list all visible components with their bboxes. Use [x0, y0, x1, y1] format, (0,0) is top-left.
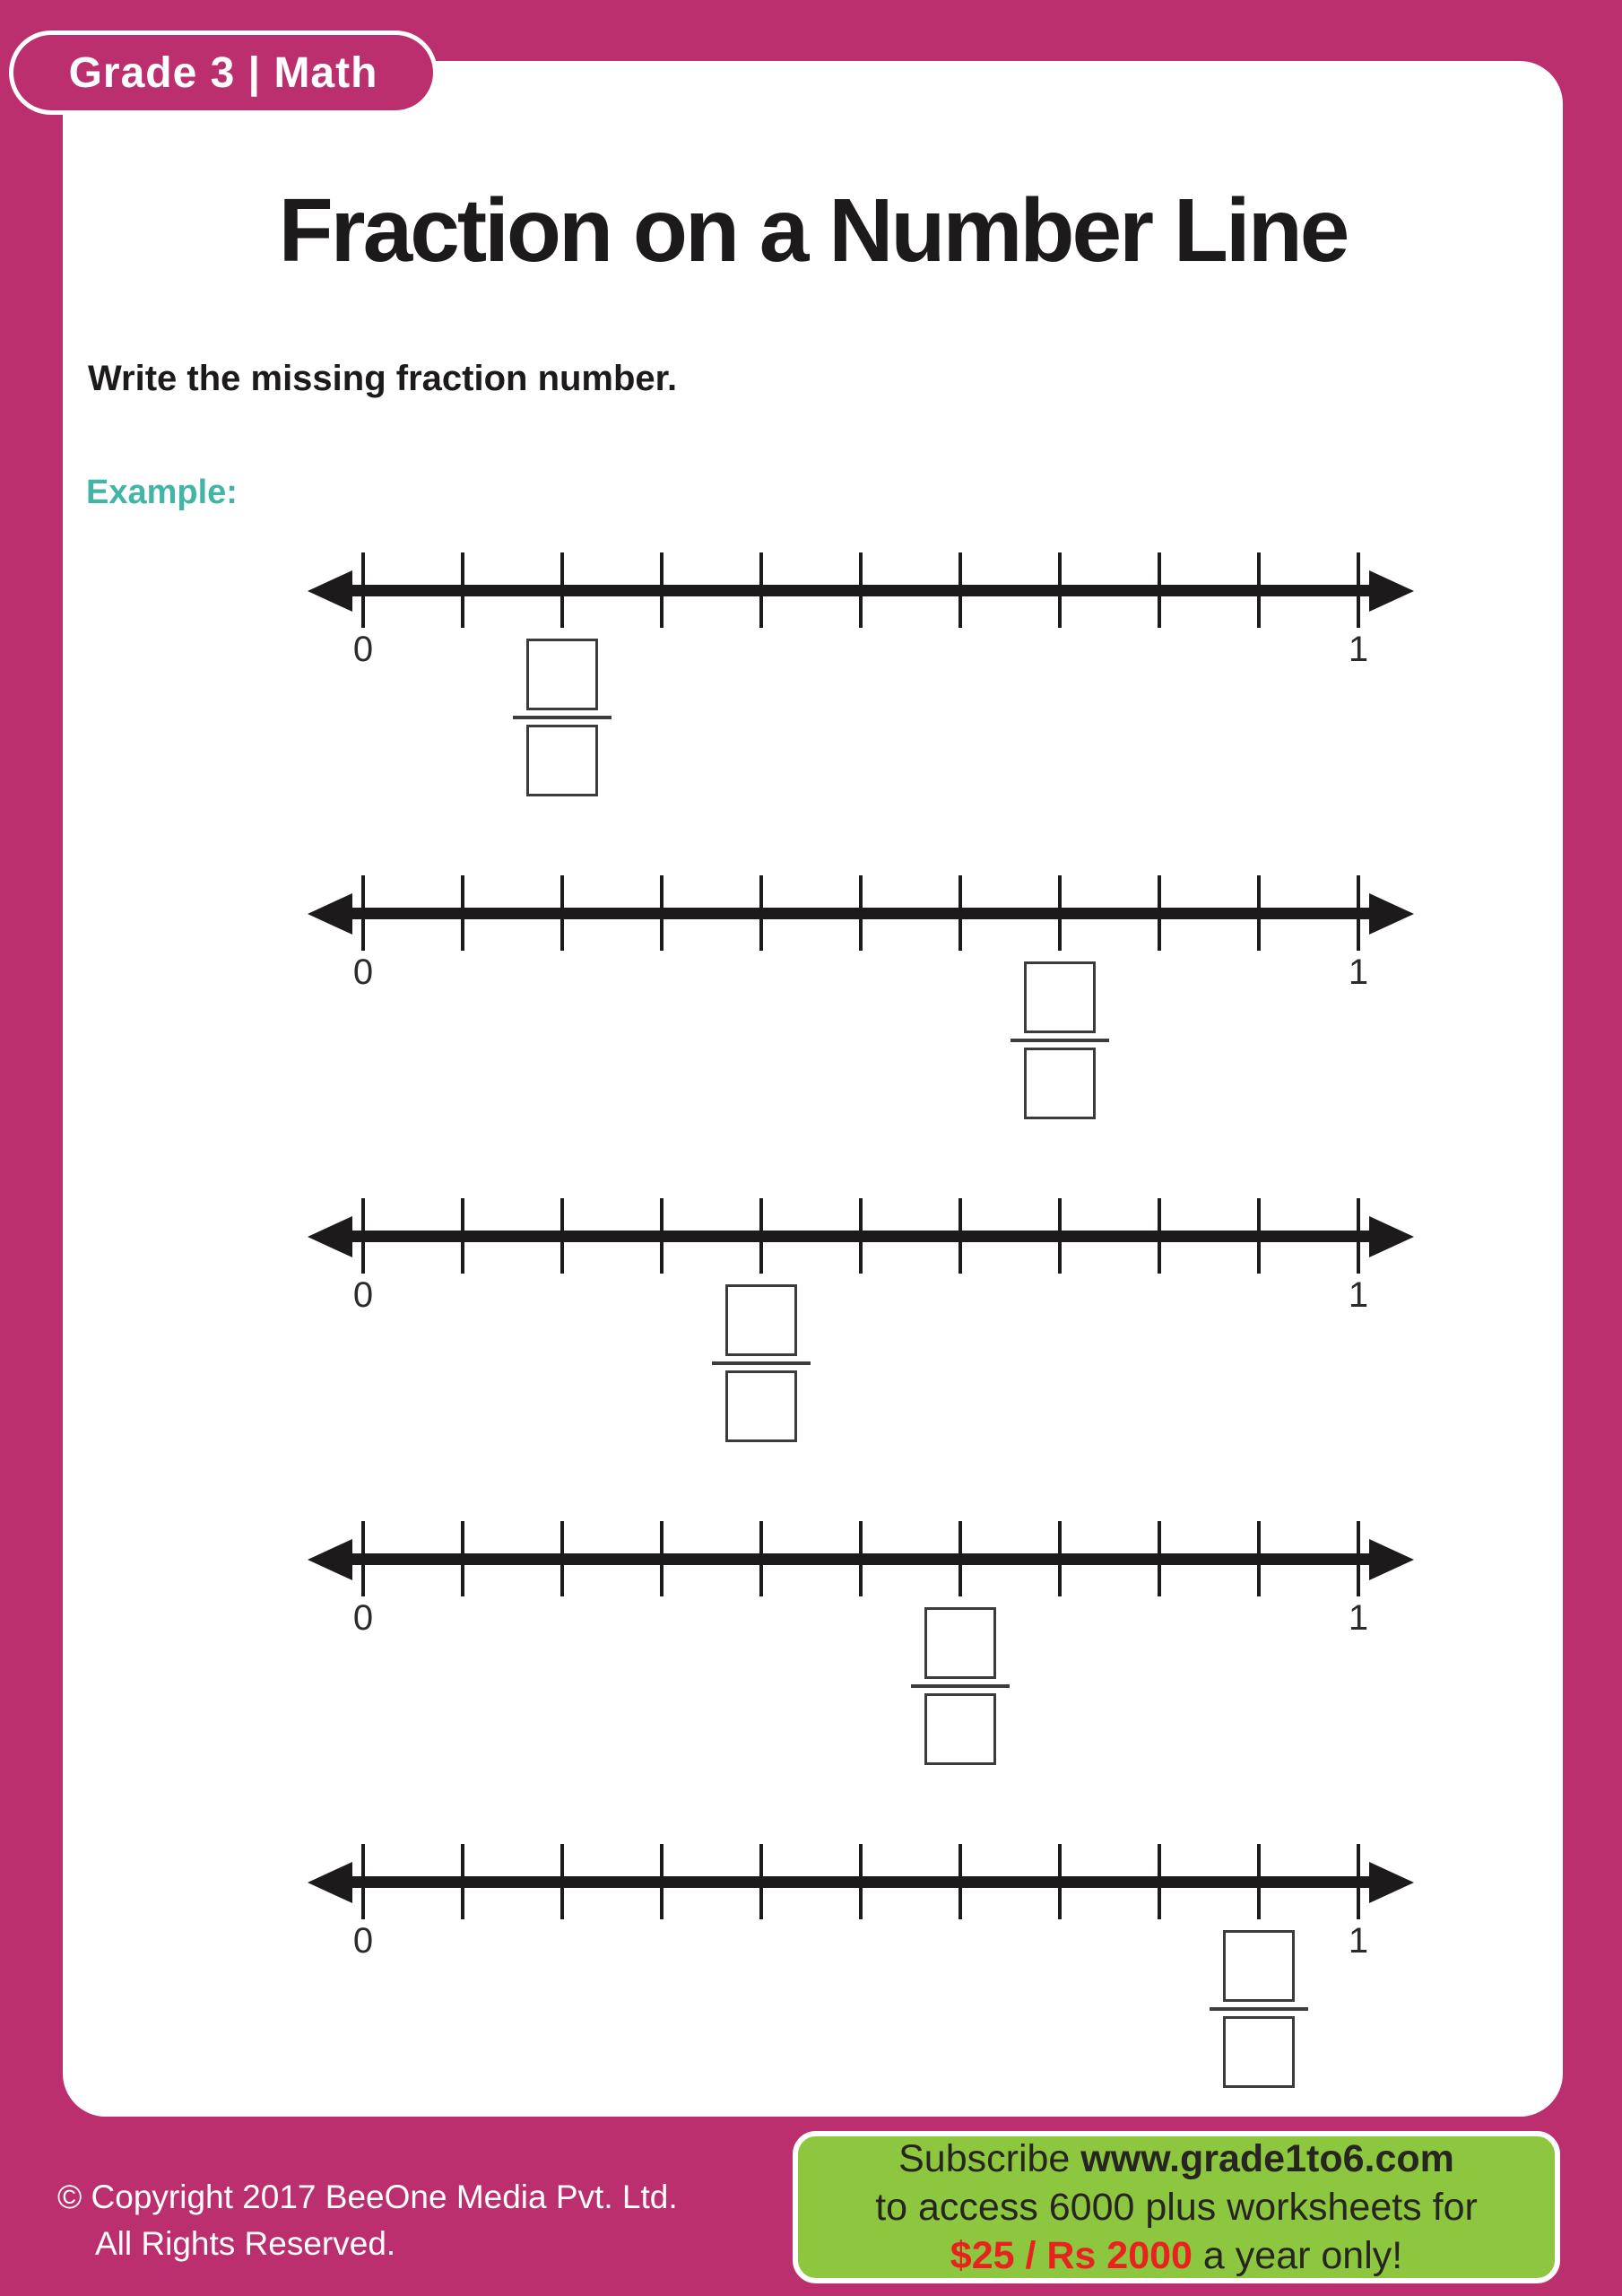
fraction-bar [911, 1684, 1010, 1688]
numline-end-label: 1 [1348, 1598, 1369, 1638]
numline-tick [759, 1521, 763, 1596]
numline-tick [1158, 552, 1161, 628]
numline-tick [958, 1521, 962, 1596]
page-title: Fraction on a Number Line [278, 180, 1348, 281]
numline-row [0, 861, 1622, 1184]
numline-tick [660, 1198, 664, 1274]
subscribe-url: www.grade1to6.com [1080, 2137, 1454, 2180]
numline-tick [1058, 552, 1062, 628]
subscribe-line2: to access 6000 plus worksheets for [875, 2186, 1478, 2229]
numline-tick [1158, 1844, 1161, 1919]
numline-start-label: 0 [352, 630, 374, 669]
copyright-line2: All Rights Reserved. [95, 2225, 396, 2262]
fraction-bar [1010, 1039, 1109, 1042]
numline-tick [759, 552, 763, 628]
subscribe-line1 [898, 2135, 1454, 2183]
numline-start-label: 0 [352, 952, 374, 992]
numline-tick [1357, 875, 1360, 951]
numline-start-label: 0 [352, 1921, 374, 1961]
numline-tick [859, 1198, 863, 1274]
numline-tick [1158, 875, 1161, 951]
numline-tick [461, 1198, 464, 1274]
numline-tick [1357, 1198, 1360, 1274]
numline-tick [660, 1521, 664, 1596]
numerator-input-box[interactable] [1024, 961, 1096, 1033]
numline-tick [859, 1521, 863, 1596]
numline-tick [1058, 1521, 1062, 1596]
numline-row [0, 538, 1622, 861]
left-arrowhead-icon [308, 1862, 352, 1903]
numline-start-label: 0 [352, 1275, 374, 1315]
right-arrowhead-icon [1369, 1216, 1414, 1257]
numline-tick [958, 1844, 962, 1919]
denominator-input-box[interactable] [1223, 2016, 1295, 2088]
numline-end-label: 1 [1348, 1275, 1369, 1315]
right-arrowhead-icon [1369, 1862, 1414, 1903]
numline-tick [361, 552, 365, 628]
subscribe-line3 [950, 2231, 1402, 2280]
numerator-input-box[interactable] [725, 1284, 797, 1356]
numline-tick [1357, 1844, 1360, 1919]
left-arrowhead-icon [308, 893, 352, 935]
instruction-text: Write the missing fraction number. [88, 359, 678, 398]
numline-tick [660, 552, 664, 628]
grade-badge-label: Grade 3 | Math [68, 48, 378, 97]
right-arrowhead-icon [1369, 570, 1414, 612]
numerator-input-box[interactable] [526, 639, 598, 710]
copyright-line1: © Copyright 2017 BeeOne Media Pvt. Ltd. [57, 2179, 678, 2215]
numline-row [0, 1184, 1622, 1507]
denominator-input-box[interactable] [1024, 1048, 1096, 1119]
numline-row [0, 1507, 1622, 1830]
numline-tick [1357, 1521, 1360, 1596]
numline-tick [1257, 1844, 1261, 1919]
numline-tick [1257, 1198, 1261, 1274]
numline-tick [461, 1844, 464, 1919]
subscribe-price: $25 / Rs 2000 [950, 2234, 1193, 2277]
numline-tick [361, 1844, 365, 1919]
numline-tick [461, 552, 464, 628]
numline-tick [1158, 1521, 1161, 1596]
numline-tick [759, 1844, 763, 1919]
numline-tick [1257, 552, 1261, 628]
denominator-input-box[interactable] [526, 725, 598, 796]
numline-tick [759, 875, 763, 951]
numline-tick [461, 1521, 464, 1596]
numline-tick [958, 552, 962, 628]
copyright-text [57, 2174, 678, 2267]
numline-end-label: 1 [1348, 952, 1369, 992]
fraction-bar [513, 716, 612, 719]
numline-tick [859, 552, 863, 628]
numerator-input-box[interactable] [1223, 1930, 1295, 2002]
numline-tick [560, 1844, 564, 1919]
numline-tick [361, 875, 365, 951]
numline-start-label: 0 [352, 1598, 374, 1638]
denominator-input-box[interactable] [725, 1370, 797, 1442]
numline-tick [859, 1844, 863, 1919]
left-arrowhead-icon [308, 570, 352, 612]
numline-tick [560, 552, 564, 628]
numline-tick [958, 875, 962, 951]
numline-tick [1357, 552, 1360, 628]
numline-tick [1158, 1198, 1161, 1274]
left-arrowhead-icon [308, 1216, 352, 1257]
numline-tick [660, 1844, 664, 1919]
numline-end-label: 1 [1348, 1921, 1369, 1961]
example-label: Example: [86, 474, 238, 511]
left-arrowhead-icon [308, 1539, 352, 1580]
fraction-bar [712, 1361, 811, 1365]
subscribe-suffix: a year only! [1192, 2234, 1403, 2277]
subscribe-prefix: Subscribe [898, 2137, 1081, 2180]
numerator-input-box[interactable] [924, 1607, 996, 1679]
numline-tick [759, 1198, 763, 1274]
subscribe-banner [793, 2131, 1560, 2283]
numline-end-label: 1 [1348, 630, 1369, 669]
numline-tick [859, 875, 863, 951]
numline-tick [560, 1198, 564, 1274]
numline-row [0, 1830, 1622, 2152]
numline-tick [560, 875, 564, 951]
numline-tick [1058, 875, 1062, 951]
numline-tick [660, 875, 664, 951]
numline-tick [958, 1198, 962, 1274]
right-arrowhead-icon [1369, 1539, 1414, 1580]
grade-badge [9, 30, 438, 115]
numline-tick [361, 1521, 365, 1596]
numline-tick [1058, 1844, 1062, 1919]
numline-tick [361, 1198, 365, 1274]
denominator-input-box[interactable] [924, 1693, 996, 1765]
right-arrowhead-icon [1369, 893, 1414, 935]
numline-tick [1257, 1521, 1261, 1596]
numline-tick [1058, 1198, 1062, 1274]
numline-tick [461, 875, 464, 951]
fraction-bar [1210, 2007, 1308, 2011]
numline-tick [1257, 875, 1261, 951]
numline-tick [560, 1521, 564, 1596]
